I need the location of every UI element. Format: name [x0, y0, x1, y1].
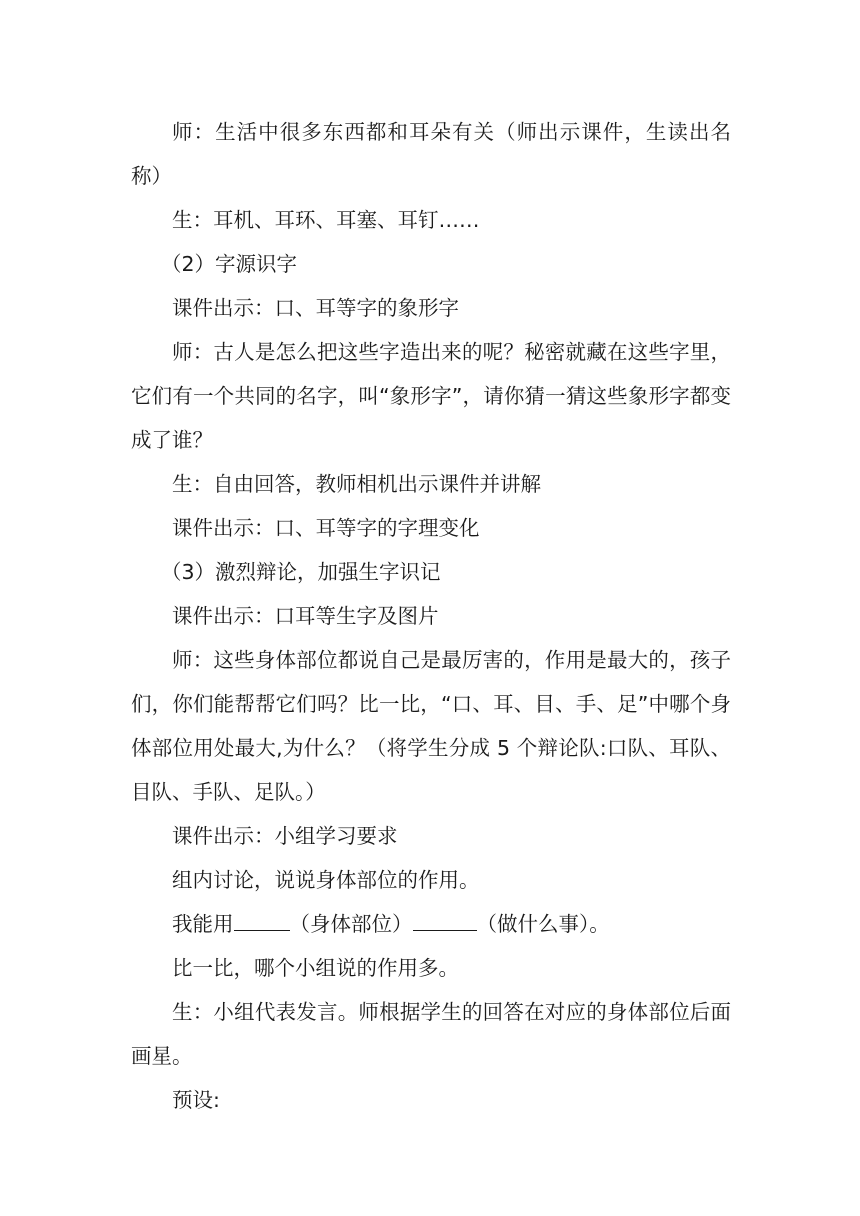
paragraph-teacher-ear-items: 师：生活中很多东西都和耳朵有关（师出示课件，生读出名称）: [131, 120, 731, 188]
fill-in-middle: （身体部位）: [289, 912, 413, 936]
paragraph-compare-groups: 比一比，哪个小组说的作用多。: [172, 956, 459, 980]
paragraph-teacher-debate-instructions: 师：这些身体部位都说自己是最厉害的，作用是最大的，孩子们，你们能帮帮它们吗？比一比，“口、耳、目、手、足”中哪个身体部位用处最大,为什么？（将学生分成 5 个辩论队:口队、耳队、目队、手队、足队。）: [131, 648, 731, 804]
paragraph-fill-in-sentence: [131, 902, 731, 946]
paragraph-student-group-report: 生：小组代表发言。师根据学生的回答在对应的身体部位后面画星。: [131, 1000, 731, 1068]
paragraph-courseware-new-characters: 课件出示：口耳等生字及图片: [172, 604, 439, 628]
document-body: [131, 110, 731, 1122]
paragraph-teacher-pictograph-question: 师：古人是怎么把这些字造出来的呢？秘密就藏在这些字里，它们有一个共同的名字，叫“象形字”，请你猜一猜这些象形字都变成了谁？: [131, 340, 731, 452]
fill-in-suffix: （做什么事）。: [476, 912, 610, 936]
section-heading-etymology: （2）字源识字: [161, 252, 298, 276]
paragraph-student-free-answer: 生：自由回答，教师相机出示课件并讲解: [172, 472, 541, 496]
paragraph-group-discussion: 组内讨论，说说身体部位的作用。: [172, 868, 480, 892]
fill-in-prefix: 我能用: [172, 912, 234, 936]
paragraph-student-ear-items: 生：耳机、耳环、耳塞、耳钉……: [172, 208, 480, 232]
section-heading-debate: （3）激烈辩论，加强生字识记: [161, 560, 441, 584]
paragraph-courseware-pictographs: 课件出示：口、耳等字的象形字: [172, 296, 459, 320]
paragraph-preset: 预设:: [172, 1088, 220, 1112]
fill-in-blank-body-part: [234, 904, 290, 931]
paragraph-courseware-group-requirements: 课件出示：小组学习要求: [172, 824, 398, 848]
fill-in-blank-action: [413, 904, 477, 931]
paragraph-courseware-character-evolution: 课件出示：口、耳等字的字理变化: [172, 516, 480, 540]
